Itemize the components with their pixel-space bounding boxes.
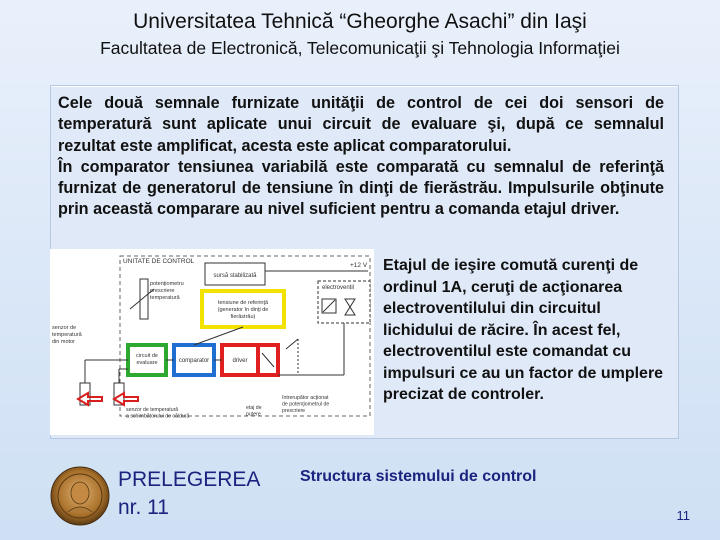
paragraph-2: În comparator tensiunea variabilă este comparată cu semnalul de referinţă furnizat de generatorul de tensiune în dinţi de fierăstrău. Impulsurile obţinute prin această comparare au nivel suficient pentru a comanda etajul driver. [58, 157, 664, 219]
exchanger-sensor-label: senzor de temperatură a schimbătorului de căldură [126, 407, 190, 420]
potentiometer-label: potenţiometru prescriere temperatură [150, 281, 184, 301]
reference-voltage-label: tensiune de referinţă (generator în dinţi de fierăstrău) [217, 300, 269, 320]
diagram-svg [50, 249, 374, 435]
page-number: 11 [676, 508, 690, 523]
stabilized-source-label: sursă stabilizată [213, 273, 257, 279]
reference-to-comparator-line [194, 327, 243, 345]
side-text: Etajul de ieşire comută curenţi de ordinul 1A, ceruţi de acţionarea electroventilului din circuitul lichidului de răcire. În acest fel, electroventilul este comandat cu impulsuri ce au un factor de umplere precizat de controler. [383, 257, 664, 403]
electrovalve-label: electroventil [322, 285, 355, 291]
evaluation-circuit-label: circuit de evaluare [135, 353, 159, 366]
engine-sensor-label: senzor de temperatură din motor [52, 325, 82, 345]
university-seal-icon [50, 466, 110, 526]
paragraph-1: Cele două semnale furnizate unităţii de control de cei doi sensori de temperatură sunt aplicate unui circuit de evaluare şi, după ce semnalul rezultat este amplificat, acesta este aplicat comparatorului. [58, 94, 664, 155]
control-unit-diagram [50, 249, 374, 435]
lecture-number: nr. 11 [118, 496, 169, 519]
output-stage-label: etaj de putere [246, 405, 262, 418]
lecture-title [118, 466, 260, 522]
comparator-label: comparator [178, 358, 210, 364]
supply-label: +12 V [350, 262, 368, 269]
slide-subtitle: Structura sistemului de control [300, 468, 537, 485]
switch-contact [286, 339, 298, 349]
body-text [58, 93, 664, 221]
driver-label: driver [232, 358, 248, 364]
potentiometer-symbol [140, 279, 148, 319]
faculty-title: Facultatea de Electronică, Telecomunicaţii şi Tehnologia Informaţiei [100, 38, 620, 58]
lecture-label: PRELEGEREA [118, 468, 261, 491]
switch-label: întrerupător acţionat de potenţiometrul de prescriere [282, 395, 330, 414]
unit-label: UNITATE DE CONTROL [123, 258, 195, 265]
university-title: Universitatea Tehnică “Gheorghe Asachi” din Iaşi [133, 10, 587, 33]
